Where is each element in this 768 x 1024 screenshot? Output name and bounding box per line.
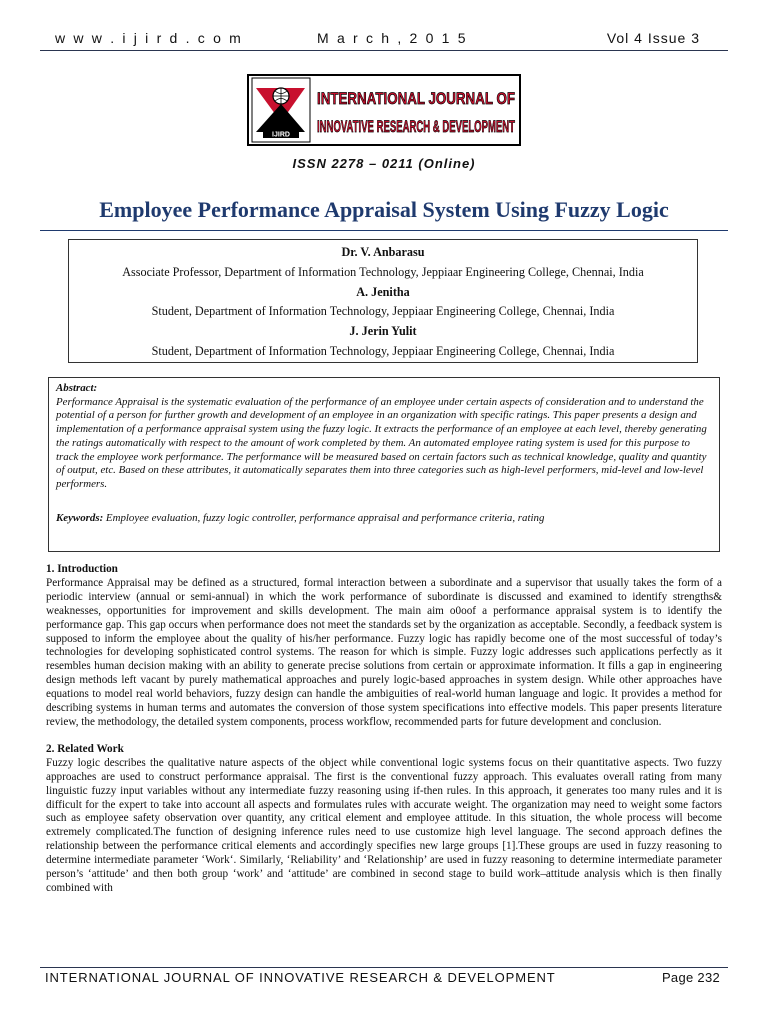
section-heading-introduction: 1. Introduction	[46, 563, 118, 575]
title-rule	[40, 230, 728, 231]
keywords	[56, 512, 712, 526]
journal-logo	[247, 74, 521, 146]
section-heading-related-work: 2. Related Work	[46, 742, 124, 755]
header-volume: Vol 4 Issue 3	[606, 30, 700, 46]
keywords-label: Keywords:	[56, 511, 104, 524]
section-text-introduction: Performance Appraisal may be defined as a structured, formal interaction between a subordinate and a supervisor that usually takes the form of a periodic interview (annual or semi-annual) in which the work performance of subordinate is discussed and examined to identify strengths& weaknesses, opportunities for improvement and skills development. The main aim o0oof a performance appraisal system is to identify the performance gap. This gap occurs when performance does not meet the standards set by the organization as acceptable. Secondly, a feedback system is supposed to inform the employee about the quality of his/her performance. Fuzzy logic has rapidly become one of the most successful of today’s technologies for developing sophisticated control systems. The reason for which is simple. Fuzzy logic addresses such applications perfectly as it resembles human decision making with an ability to generate precise solutions from certain or approximate information. It fills a gap in engineering design methods left vacant by purely mathematical approaches and purely logic-based approaches in system design. While other approaches have equations to model real world behaviors, fuzzy design can handle the ambiguities of real-world human language and logic. It provides a method for describing systems in human terms and automates the conversion of those system specifications into effective models. This paper presents literature review, the methodology, the detailed system components, process workflow, recommended parts for future development and conclusion.	[46, 576, 722, 728]
article-body	[46, 563, 722, 896]
keywords-text: Employee evaluation, fuzzy logic controller, performance appraisal and performance criteria, rating	[103, 511, 545, 524]
author-name: Dr. V. Anbarasu	[341, 245, 425, 259]
footer-rule	[40, 967, 728, 968]
author-name: A. Jenitha	[356, 284, 410, 299]
author-affiliation: Student, Department of Information Technology, Jeppiaar Engineering College, Chennai, India	[151, 343, 615, 358]
running-footer	[45, 970, 720, 985]
header-website: w w w . i j i r d . c o m	[55, 30, 244, 46]
logo-emblem-text: IJIRD	[272, 131, 290, 139]
footer-journal: INTERNATIONAL JOURNAL OF INNOVATIVE RESEARCH & DEVELOPMENT	[45, 970, 556, 985]
header-rule	[40, 50, 728, 51]
running-header	[55, 30, 700, 50]
header-date: M a r c h , 2 0 1 5	[317, 30, 468, 46]
page-number: Page 232	[661, 970, 720, 985]
abstract-heading: Abstract:	[56, 382, 98, 394]
author-affiliation: Associate Professor, Department of Information Technology, Jeppiaar Engineering College, Chennai, India	[122, 264, 644, 279]
logo-line1: INTERNATIONAL JOURNAL OF	[317, 89, 515, 108]
logo-emblem-icon	[252, 78, 310, 142]
abstract-box	[48, 377, 720, 552]
author-name: J. Jerin Yulit	[349, 324, 417, 339]
authors-box	[68, 239, 698, 363]
author-affiliation: Student, Department of Information Technology, Jeppiaar Engineering College, Chennai, India	[151, 304, 615, 319]
issn: ISSN 2278 – 0211 (Online)	[292, 156, 476, 171]
paper-title: Employee Performance Appraisal System Using Fuzzy Logic	[99, 197, 669, 222]
logo-line2: INNOVATIVE RESEARCH & DEVELOPMENT	[317, 117, 516, 136]
section-text-related-work: Fuzzy logic describes the qualitative nature aspects of the object while conventional logic systems focus on their quantitative aspects. Two fuzzy approaches are used to construct performance appraisal. The first is the conventional fuzzy approach. This evaluates overall rating from many linguistic fuzzy input variables without any intermediate fuzzy reasoning using if-then rules. In this approach, it generates too many rules and it is difficult for the expert to take into account all aspects and formulates rules with accurate weight. The organization may need to weight some factors such as employee safety observation over quantity, any critical element and employee attitude. In this situation, the whole process will become extremely complicated.The function of designing inference rules need to use customize high level language. The second approach defines the relationship between the performance critical elements and accordingly specifies new large groups [1].These groups are used in fuzzy reasoning to determine intermediate parameter ‘Work‘. Similarly, ‘Reliability’ and ‘Relationship’ are used in fuzzy reasoning to determine intermediate parameter person’s ‘attitude’ and then both group ‘work’ and ‘attitude’ are combined in second stage to build work–attitude analysis which is then finally combined with	[46, 756, 722, 894]
abstract-text: Performance Appraisal is the systematic evaluation of the performance of an employee under certain aspects of consideration and to understand the potential of a person for further growth and development of an employee in an organization with specific ratings. This paper presents a design and implementation of a performance appraisal system using the fuzzy logic. It extracts the performance of an employee at each level, thereby generating the ratings automatically with respect to the amount of work completed by them. An automated employee rating system is used for this purpose to track the employee work performance. The performance will be measured based on certain factors such as technical knowledge, quality and quantity of output, etc. Based on these attributes, it automatically separates them into three categories such as high-level performers, mid-level and low-level performers.	[56, 395, 707, 490]
